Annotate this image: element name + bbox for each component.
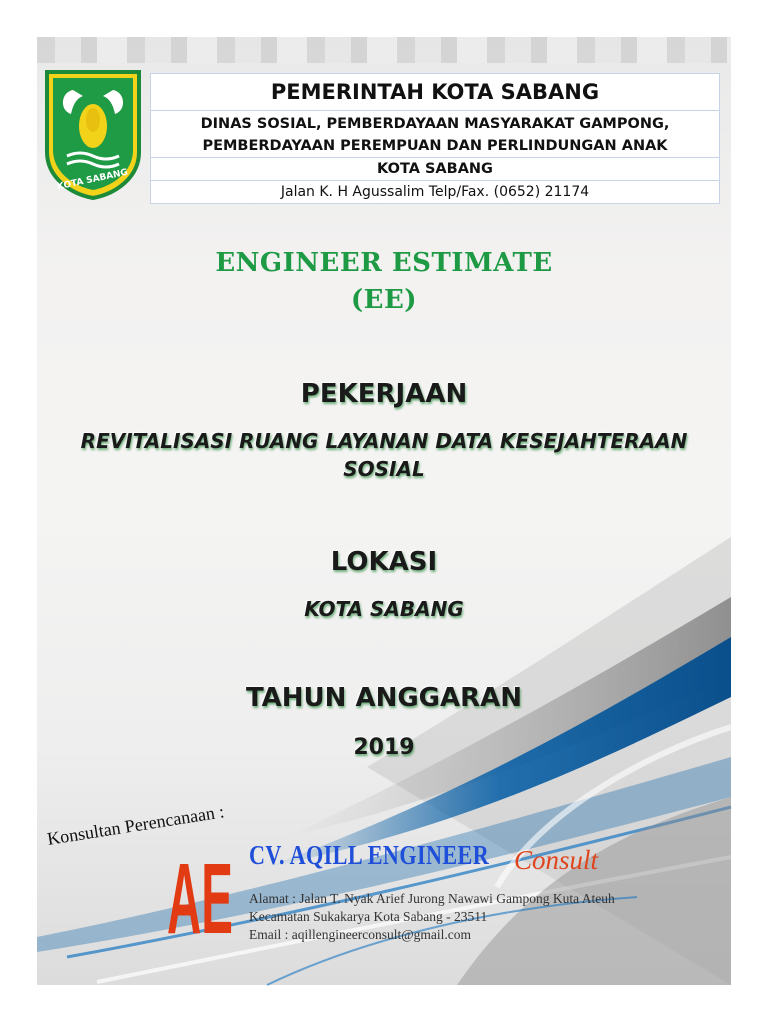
work-label: PEKERJAAN xyxy=(300,379,468,409)
company-address-line-1: Alamat : Jalan T. Nyak Arief Jurong Nawawi Gampong Kuta Ateuh xyxy=(249,891,615,906)
kota-sabang-emblem xyxy=(43,70,143,200)
company-name-suffix: Consult xyxy=(514,845,599,875)
location-value: KOTA SABANG xyxy=(304,597,464,621)
company-logo xyxy=(167,837,233,955)
work-title-line-2: SOSIAL xyxy=(343,457,425,481)
city-name: KOTA SABANG xyxy=(151,158,720,181)
location-label: LOKASI xyxy=(330,547,438,577)
department-line-1: DINAS SOSIAL, PEMBERDAYAAN MASYARAKAT GAMPONG, xyxy=(200,116,670,132)
company-logo-text: AE xyxy=(167,843,233,955)
company-name: CV. AQILL ENGINEER xyxy=(249,840,490,870)
department-name xyxy=(151,111,720,158)
government-name: PEMERINTAH KOTA SABANG xyxy=(151,74,720,111)
consultant-label: Konsultan Perencanaan : xyxy=(45,801,226,850)
cover-page xyxy=(37,37,731,985)
company-address-line-2: Kecamatan Sukakarya Kota Sabang - 23511 xyxy=(249,909,488,924)
company-email: Email : aqillengineerconsult@gmail.com xyxy=(249,927,471,942)
header-table xyxy=(150,73,720,204)
document-title: ENGINEER ESTIMATE xyxy=(215,248,553,278)
office-address: Jalan K. H Agussalim Telp/Fax. (0652) 21174 xyxy=(151,181,720,204)
budget-year-value: 2019 xyxy=(353,735,415,760)
department-line-2: PEMBERDAYAAN PEREMPUAN DAN PERLINDUNGAN ANAK xyxy=(202,138,668,154)
work-title-line-1: REVITALISASI RUANG LAYANAN DATA KESEJAHTERAAN xyxy=(80,429,688,453)
emblem-caption: KOTA SABANG xyxy=(56,167,129,193)
budget-year-label: TAHUN ANGGARAN xyxy=(245,683,523,713)
document-title-abbrev: (EE) xyxy=(350,285,418,315)
